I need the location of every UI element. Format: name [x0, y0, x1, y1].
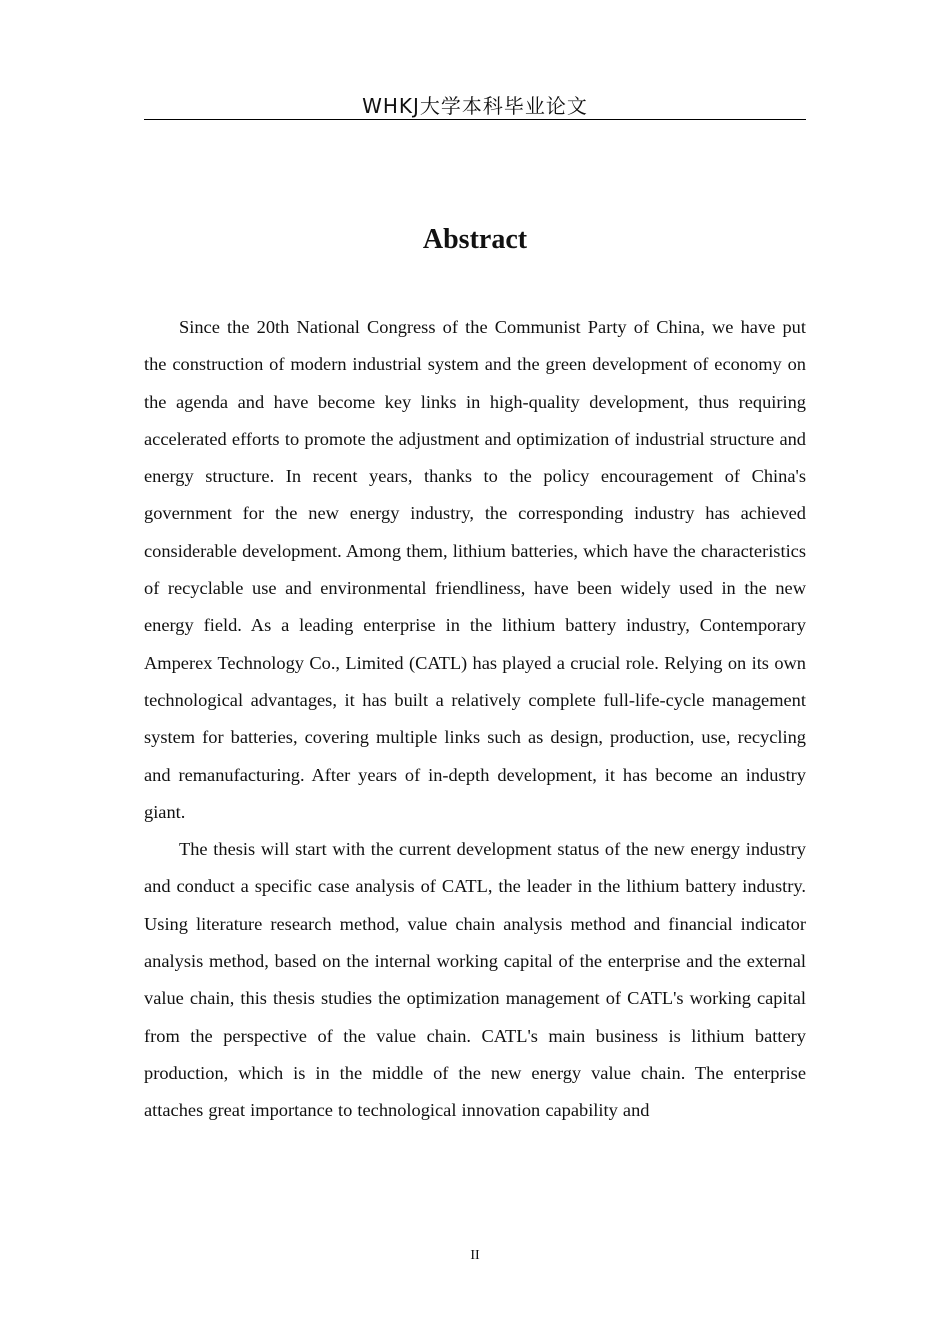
- header-rule: [144, 119, 806, 120]
- paragraph-1: Since the 20th National Congress of the Communist Party of China, we have put the construction of modern industrial system and the green development of economy on the agenda and have become key links in high-quality development, thus requiring accelerated efforts to promote the adjustment and optimization of industrial structure and energy structure. In recent years, thanks to the policy encouragement of China's government for the new energy industry, the corresponding industry has achieved considerable development. Among them, lithium batteries, which have the characteristics of recyclable use and environmental friendliness, have been widely used in the new energy field. As a leading enterprise in the lithium battery industry, Contemporary Amperex Technology Co., Limited (CATL) has played a crucial role. Relying on its own technological advantages, it has built a relatively complete full-life-cycle management system for batteries, covering multiple links such as design, production, use, recycling and remanufacturing. After years of in-depth development, it has become an industry giant.: [144, 317, 806, 822]
- paragraph-2: The thesis will start with the current development status of the new energy industry and conduct a specific case analysis of CATL, the leader in the lithium battery industry. Using literature research method, value chain analysis method and financial indicator analysis method, based on the internal working capital of the enterprise and the external value chain, this thesis studies the optimization management of CATL's working capital from the perspective of the value chain. CATL's main business is lithium battery production, which is in the middle of the new energy value chain. The enterprise attaches great importance to technological innovation capability and: [144, 839, 806, 1121]
- running-header: WHKJ大学本科毕业论文: [362, 94, 588, 118]
- abstract-body: [144, 309, 806, 1130]
- page-number: II: [470, 1248, 480, 1263]
- section-title: Abstract: [422, 224, 528, 255]
